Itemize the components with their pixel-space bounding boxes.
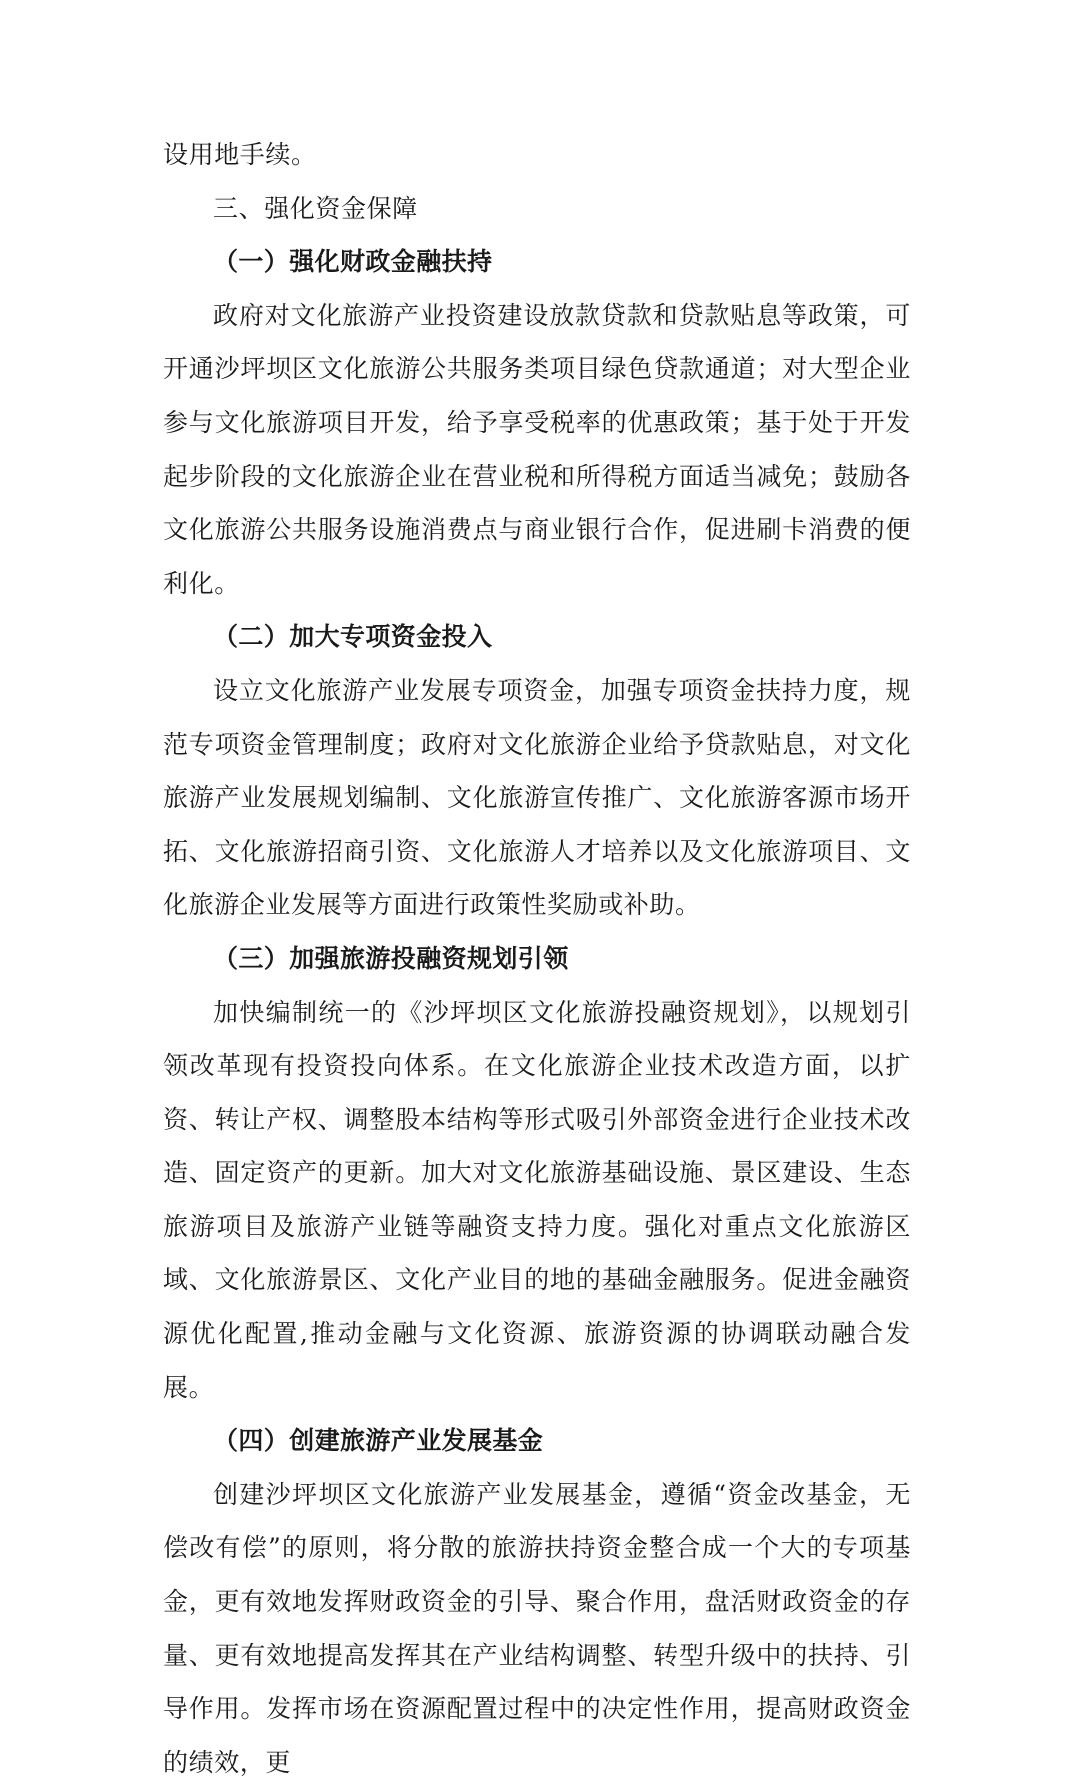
subsection-heading-4: （四）创建旅游产业发展基金 [213, 1426, 544, 1456]
document-body [163, 128, 911, 1789]
subsection-body-4: 创建沙坪坝区文化旅游产业发展基金，遵循“资金改基金，无偿改有偿”的原则，将分散的旅游扶持资金整合成一个大的专项基金，更有效地发挥财政资金的引导、聚合作用，盘活财政资金的存量、更有效地提高发挥其在产业结构调整、转型升级中的扶持、引导作用。发挥市场在资源配置过程中的决定性作用，提高财政资金的绩效，更 [163, 1479, 911, 1777]
section-title: 三、强化资金保障 [213, 193, 418, 223]
continuation-text: 设用地手续。 [163, 140, 317, 169]
subsection-heading-1: （一）强化财政金融扶持 [213, 247, 493, 277]
subsection-body-1: 政府对文化旅游产业投资建设放款贷款和贷款贴息等政策，可开通沙坪坝区文化旅游公共服务类项目绿色贷款通道；对大型企业参与文化旅游项目开发，给予享受税率的优惠政策；基于处于开发起步阶段的文化旅游企业在营业税和所得税方面适当减免；鼓励各文化旅游公共服务设施消费点与商业银行合作，促进刷卡消费的便利化。 [163, 300, 911, 598]
subsection-body-3: 加快编制统一的《沙坪坝区文化旅游投融资规划》，以规划引领改革现有投资投向体系。在文化旅游企业技术改造方面，以扩资、转让产权、调整股本结构等形式吸引外部资金进行企业技术改造、固定资产的更新。加大对文化旅游基础设施、景区建设、生态旅游项目及旅游产业链等融资支持力度。强化对重点文化旅游区域、文化旅游景区、文化产业目的地的基础金融服务。促进金融资源优化配置,推动金融与文化资源、旅游资源的协调联动融合发展。 [163, 997, 911, 1402]
subsection-body-2: 设立文化旅游产业发展专项资金，加强专项资金扶持力度，规范专项资金管理制度；政府对文化旅游企业给予贷款贴息，对文化旅游产业发展规划编制、文化旅游宣传推广、文化旅游客源市场开拓、文化旅游招商引资、文化旅游人才培养以及文化旅游项目、文化旅游企业发展等方面进行政策性奖励或补助。 [163, 675, 911, 920]
subsection-heading-3: （三）加强旅游投融资规划引领 [213, 943, 569, 973]
subsection-heading-2: （二）加大专项资金投入 [213, 622, 493, 652]
